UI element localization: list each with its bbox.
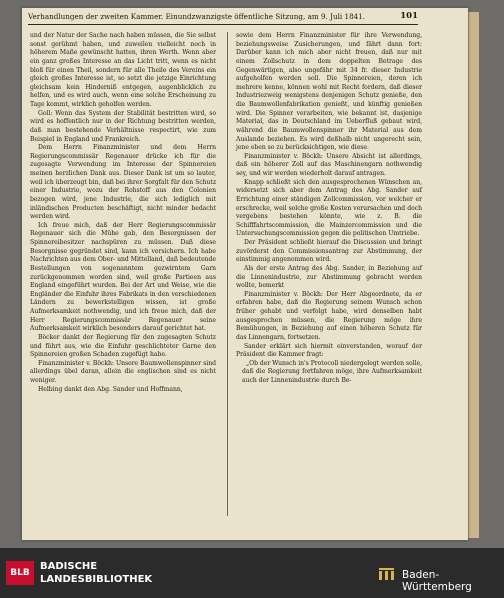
running-header — [28, 10, 418, 25]
column-divider — [227, 32, 228, 516]
blb-name-line2: LANDESBIBLIOTHEK — [40, 574, 153, 585]
paragraph: Als der erste Antrag des Abg. Sander, in Beziehung auf die Linnenindustrie, zur Abstimmung gebracht werden wollte, bemerkt — [236, 264, 422, 290]
page-edge — [468, 12, 479, 538]
blb-name[interactable] — [40, 560, 152, 586]
paragraph: Goll: Wenn das System der Stabilität bestritten wird, so wird es hoffentlich nur in der Richtung bestritten werden, daß man bestehende Verhältnisse respectirt, wie zum Beispiel in England und Frankreich. — [30, 109, 216, 143]
header-title: Verhandlungen der zweiten Kammer. Einundzwanzigste öffentliche Sitzung, am 9. Juli 1841. — [28, 12, 366, 21]
paragraph: Sander erklärt sich hiermit einverstanden, worauf der Präsident die Kammer fragt: — [236, 342, 422, 359]
paragraph: Finanzminister v. Böckh: Der Herr Abgeordnete, da er erfahren habe, daß die Regierung seinem Wunsch schon früher gehabt und verfolgt habe, wird denselben habt ausgesprochen müssen, die Regierung möge ihre Bemühungen, in Beziehung auf einen höheren Schutz für das Linnengarn, fortsetzen. — [236, 290, 422, 341]
paragraph: Dem Herrn Finanzminister und dem Herrn Regierungscommissär Regenauer drücke ich für die zugesagte Verwendung im Interesse der Spinnereien meinen herzlichen Dank aus. Dieser Dank ist um so lauter, weil ich überzeugt bin, daß bei ihrer Sorgfalt für den Schutz einer Industrie, wozu der Rohstoff aus den Colonien bezogen wird, jene Industrie, die sich lediglich mit inländischen Producten beschäftigt, nicht minder bedacht werden wird. — [30, 144, 216, 221]
blb-name-line1: BADISCHE — [40, 561, 98, 572]
paragraph: Knapp schließt sich den ausgesprochenen Wünschen an, widersetzt sich aber dem Antrag des Abg. Sander auf Errichtung einer ständigen Zollcommission, vor welcher er erschrecke, weil solche große Kosten verursachen und doch vergebens bestehen könnte, wie z. B. die Schifffahrtscommission, die Mainzercommission und die Untersuchungscommission gegen die politischen Umtriebe. — [236, 178, 422, 238]
bw-name[interactable]: Baden-Württemberg — [402, 569, 472, 593]
blb-logo-icon[interactable]: BLB — [6, 561, 34, 585]
paragraph: Finanzminister v. Böckh: Unsere Baumwollenspinner sind allerdings übel daran, allein die englischen sind es nicht weniger. — [30, 359, 216, 384]
coat-of-arms-icon — [376, 566, 398, 584]
paragraph: und der Natur der Sache nach haben müssen, die Sie selbst sonst gerühmt haben, und zuweilen vielleicht noch in höherem Maße gewünscht hatten, ihren Werth. Wenn aber ein ganz großes Interesse an das Licht tritt, wenn es nicht bloß für einen Theil, sondern für alle Theile des Vereins ein gleich großes Interesse ist, so setzt die jetzige Einrichtung gleichsam kein Hinderniß entgegen, augenblicklich zu helfen, und es wird auch, wenn eine solche Erscheinung zu Tage kommt, wirklich geholfen werden. — [30, 32, 216, 108]
paragraph: Böcker dankt der Regierung für den zugesagten Schutz und führt aus, wie die Einfuhr geschlichteter Garne den Spinnereien großen Schaden zugefügt habe. — [30, 333, 216, 359]
paragraph: Ich freue mich, daß der Herr Regierungscommissär Regenauer sich die Mühe gab, den Besorgnissen der Spinnereibesitzer nachspüren zu müssen. Daß diese Besorgnisse gegründet sind, kann ich versichern. Ich habe Nachrichten aus dem Ober- und Mittelland, daß bedeutende Bestellungen von sogenanntem gezwirntem Garn zurückgenommen worden sind, weil große Partieen aus England eingeführt wurden. Bei der Art und Weise, wie die Engländer die Einfuhr ihres Fabrikats in den verschiedenen Ländern zu bewerkstelligen wissen, ist große Aufmerksamkeit nothwendig, und ich freue mich, daß der Herr Regierungscommissär Regenauer seine Aufmerksamkeit wirklich besonders darauf gerichtet hat. — [30, 221, 216, 333]
right-column — [236, 32, 422, 386]
paragraph: Finanzminister v. Böckh: Unsere Absicht ist allerdings, daß ein höherer Zoll auf das Maschinengarn nothwendig sey, und wir werden wiederholt darauf antragen. — [236, 152, 422, 177]
paragraph: Helbing dankt den Abg. Sander und Hoffmann, — [38, 385, 183, 393]
page-number: 101 — [400, 11, 418, 21]
left-column — [30, 32, 216, 394]
paragraph: „Ob der Wunsch in's Protocoll niedergelegt werden solle, daß die Regierung fortfahren möge, ihre Aufmerksamkeit auch der Linnenindustrie durch Be- — [242, 359, 422, 384]
paragraph: Der Präsident schließt hierauf die Discussion und bringt zuvörderst den Commissionsantrag zur Abstimmung, der einstimmig angenommen wird. — [236, 239, 422, 264]
paragraph: sowie dem Herrn Finanzminister für ihre Verwendung, beziehungsweise Zusicherungen, und fährt dann fort: Darüber kann ich mich aber nicht freuen, daß nur mit einem Zollschutz in dem doppelten Betrage des Gegenwärtigen, also ungefähr mit 34 fr. dieser Industrie aufgeholfen werden soll. Die Spinnereien, deren ich mehrere kenne, können wohl mit Recht fordern, daß dieser Industriezweig wenigstens denjenigen Schutz genieße, den die Baumwollenfabrikation genießt, und künftig genießen wird. Die Spinner verarbeiten, wie bekannt ist, dasjenige Material, das in Deutschland im Ueberfluß gebaut wird, während die Baumwollenspinner ihr Material aus dem Auslande beziehen. Es wird deßhalb nicht ungerecht sein, jene eben so zu berücksichtigen, wie diese. — [236, 32, 422, 152]
